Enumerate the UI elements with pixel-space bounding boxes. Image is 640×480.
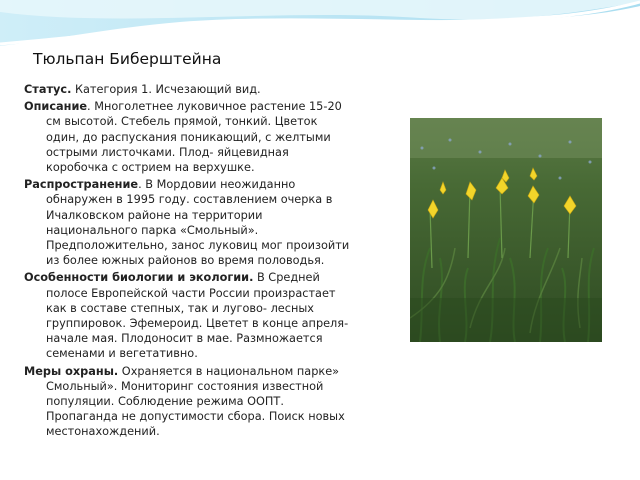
tulip-meadow-photo bbox=[410, 118, 602, 342]
status-paragraph bbox=[24, 82, 354, 97]
page-title: Тюльпан Биберштейна bbox=[33, 50, 222, 68]
biology-paragraph bbox=[24, 270, 354, 361]
status-text: Категория 1. Исчезающий вид. bbox=[71, 83, 261, 96]
distribution-paragraph bbox=[24, 177, 354, 268]
biology-label: Особенности биологии и экологии. bbox=[24, 271, 254, 285]
biology-text: В Средней полосе Европейской части России произрастает как в составе степных, так и лугово- лесных группировок. Эфемероид. Цветет в конце апреля- начале мая. Плодоносит в мае. Размножается семенами и вегетативно. bbox=[46, 271, 349, 361]
description-paragraph bbox=[24, 99, 354, 175]
protection-text: Охраняется в национальном парке» Смольный». Мониторинг состояния известной популяции. Соблюдение режима ООПТ. Пропаганда не допустимости сбора. Поиск новых местонахождений. bbox=[46, 364, 345, 439]
text-content bbox=[24, 82, 354, 442]
status-label: Статус. bbox=[24, 83, 72, 96]
tulip-photo-illustration bbox=[410, 118, 602, 342]
protection-label: Меры охраны. bbox=[24, 364, 119, 378]
distribution-label: Распространение bbox=[24, 178, 139, 192]
description-label: Описание bbox=[24, 100, 88, 114]
protection-paragraph bbox=[24, 364, 354, 440]
description-text: . Многолетнее луковичное растение 15-20 см высотой. Стебель прямой, тонкий. Цветок один, до распускания поникающий, с желтыми острыми листочками. Плод- яйцевидная коробочка с острием на верхушке. bbox=[46, 100, 342, 175]
distribution-text: . В Мордовии неожиданно обнаружен в 1995 году. составлением очерка в Ичалковском районе на территории национального парка «Смольный». Предположительно, занос луковиц мог произойти из более южных районов во время половодья. bbox=[46, 178, 350, 268]
